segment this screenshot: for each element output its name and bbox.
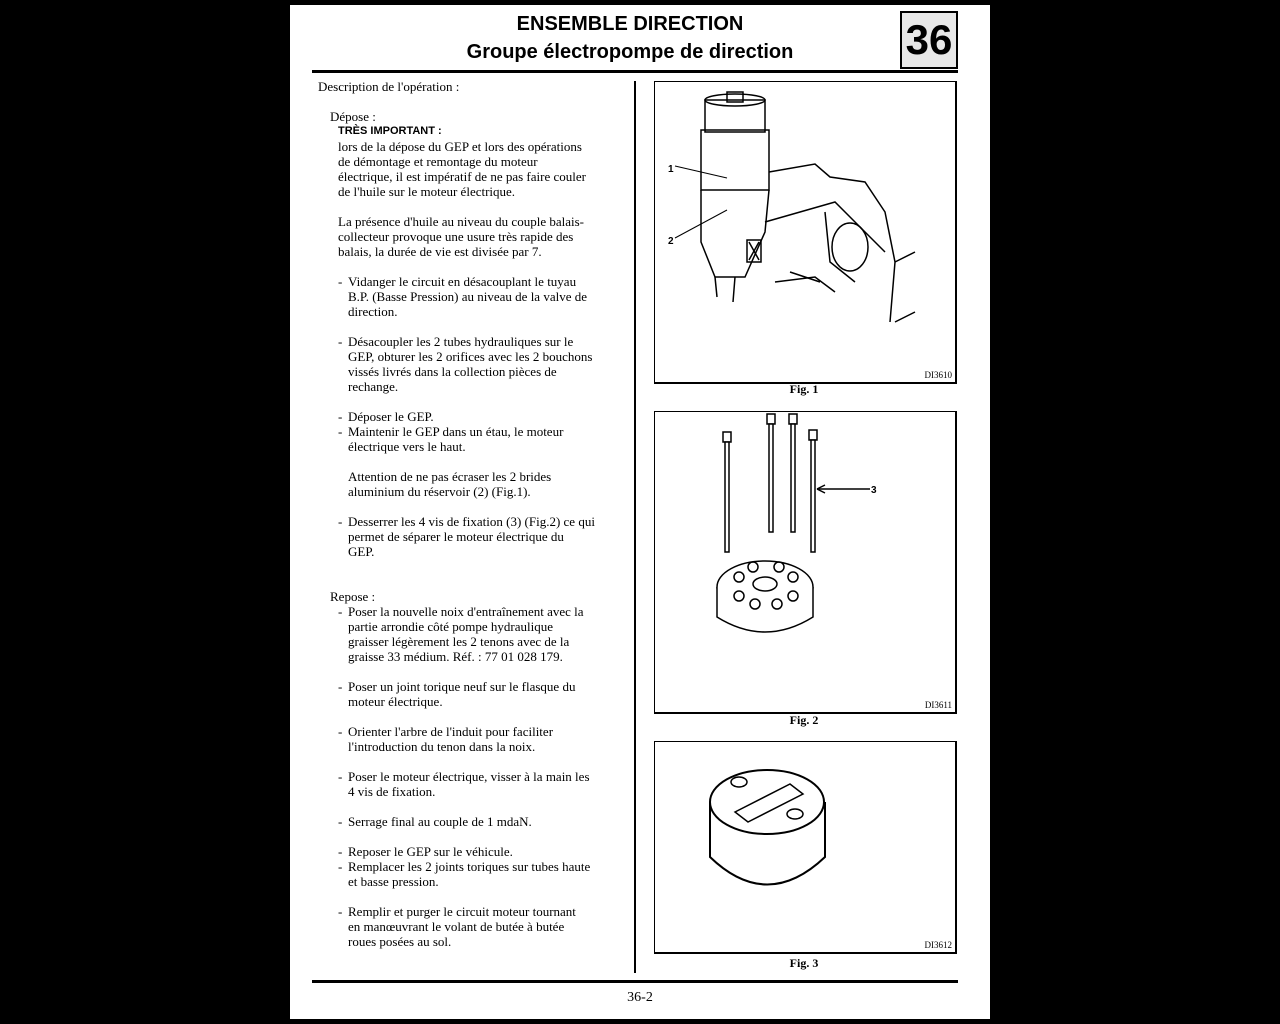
- figure-ref: DI3610: [924, 370, 952, 380]
- figure-1: [654, 81, 957, 384]
- figure-3: [654, 741, 957, 954]
- depose-heading: Dépose :: [330, 109, 376, 124]
- footer-rule: [312, 980, 958, 983]
- list-item: - Desserrer les 4 vis de fixation (3) (Fig.2) ce qui permet de séparer le moteur électrique du GEP.: [338, 514, 610, 559]
- list-item: - Orienter l'arbre de l'induit pour faciliter l'introduction du tenon dans la noix.: [338, 724, 610, 754]
- figure-2: [654, 411, 957, 714]
- callout-3: 3: [871, 485, 877, 496]
- attention-note: Attention de ne pas écraser les 2 brides aluminium du réservoir (2) (Fig.1).: [348, 469, 552, 499]
- important-label: TRÈS IMPORTANT :: [338, 125, 442, 137]
- header-rule: [312, 70, 958, 73]
- drive-coupling-illustration: [655, 742, 955, 952]
- description-heading: Description de l'opération :: [318, 79, 460, 94]
- figure-ref: DI3612: [924, 940, 952, 950]
- list-item: - Désacoupler les 2 tubes hydrauliques sur le GEP, obturer les 2 orifices avec les 2 bouchons vissés livrés dans la collection pièces de rechange.: [338, 334, 610, 394]
- important-paragraph: lors de la dépose du GEP et lors des opérations de démontage et remontage du moteur électrique, il est impératif de ne pas faire couler de l'huile sur le moteur électrique.: [338, 139, 586, 199]
- fixing-screws-illustration: [655, 412, 955, 712]
- list-item: - Poser un joint torique neuf sur le flasque du moteur électrique.: [338, 679, 610, 709]
- callout-2: 2: [668, 236, 674, 247]
- callout-1: 1: [668, 164, 674, 175]
- figure-ref: DI3611: [924, 700, 952, 710]
- chapter-badge: 36: [900, 11, 958, 69]
- column-divider: [634, 81, 636, 973]
- list-item: - Poser le moteur électrique, visser à la main les 4 vis de fixation.: [338, 769, 610, 799]
- list-item: - Déposer le GEP.: [338, 409, 610, 424]
- list-item: - Maintenir le GEP dans un étau, le moteur électrique vers le haut.: [338, 424, 610, 454]
- list-item: - Remplacer les 2 joints toriques sur tubes haute et basse pression.: [338, 859, 610, 889]
- list-item: - Remplir et purger le circuit moteur tournant en manœuvrant le volant de butée à butée roues posées au sol.: [338, 904, 610, 949]
- steering-pump-illustration: [655, 82, 955, 382]
- list-item: - Vidanger le circuit en désacouplant le tuyau B.P. (Basse Pression) au niveau de la valve de direction.: [338, 274, 610, 319]
- figure-caption: Fig. 2: [789, 713, 819, 727]
- manual-page: [290, 5, 990, 1019]
- list-item: - Poser la nouvelle noix d'entraînement avec la partie arrondie côté pompe hydraulique graisser légèrement les 2 tenons avec de la graisse 33 médium. Réf. : 77 01 028 179.: [338, 604, 610, 664]
- figure-caption: Fig. 3: [789, 956, 819, 970]
- section-title: ENSEMBLE DIRECTION: [516, 13, 744, 35]
- list-item: - Serrage final au couple de 1 mdaN.: [338, 814, 610, 829]
- section-subtitle: Groupe électropompe de direction: [466, 41, 794, 63]
- oil-warning-paragraph: La présence d'huile au niveau du couple balais- collecteur provoque une usure très rapide des balais, la durée de vie est divisée par 7.: [338, 214, 584, 259]
- repose-heading: Repose :: [330, 589, 376, 604]
- page-number: 36-2: [627, 990, 653, 1005]
- list-item: - Reposer le GEP sur le véhicule.: [338, 844, 610, 859]
- figure-caption: Fig. 1: [789, 382, 819, 396]
